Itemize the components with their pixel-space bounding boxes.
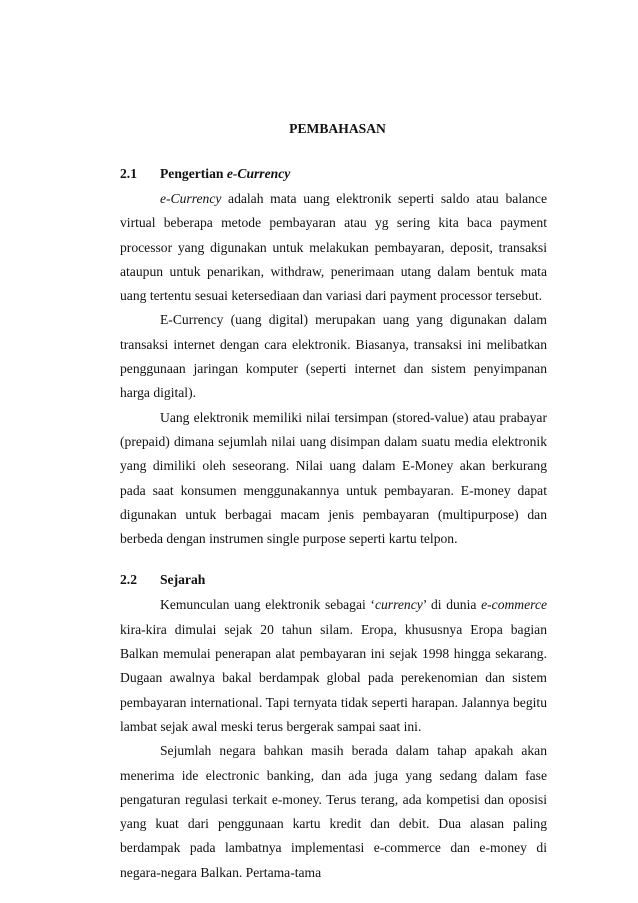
paragraph: E-Currency (uang digital) merupakan uang yang digunakan dalam transaksi internet dengan cara elektronik. Biasanya, transaksi ini melibatkan penggunaan jaringan komputer (seperti internet dan sistem penyimpanan harga digital). bbox=[120, 312, 547, 401]
italic-term: e-Currency bbox=[160, 191, 222, 206]
paragraph: Sejumlah negara bahkan masih berada dalam tahap apakah akan menerima ide electronic banking, dan ada juga yang sedang dalam fase pengaturan regulasi terkait e-money. Terus terang, ada kompetisi dan oposisi yang kuat dari penggunaan kartu kredit dan debit. Dua alasan paling berdampak pada lambatnya implementasi e-commerce dan e-money di negara-negara Balkan. Pertama-tama bbox=[120, 743, 547, 880]
section-title: Pengertian e-Currency bbox=[160, 166, 291, 181]
chapter-title: PEMBAHASAN bbox=[289, 121, 386, 136]
paragraph: Uang elektronik memiliki nilai tersimpan (stored-value) atau prabayar (prepaid) dimana sejumlah nilai uang disimpan dalam suatu media elektronik yang dimiliki oleh seseorang. Nilai uang dalam E-Money akan berkurang pada saat konsumen menggunakannya untuk pembayaran. E-money dapat digunakan untuk berbagai macam jenis pembayaran (multipurpose) dan berbeda dengan instrumen single purpose seperti kartu telpon. bbox=[120, 409, 547, 547]
section-title-italic: e-Currency bbox=[226, 166, 291, 181]
italic-term: e-commerce bbox=[481, 597, 548, 613]
paragraph: e-Currency adalah mata uang elektronik seperti saldo atau balance virtual beberapa metode pembayaran atau yg sering kita baca payment processor yang digunakan untuk melakukan pembayaran, deposit, transaksi ataupun untuk penarikan, withdraw, penerimaan utang dalam bentuk mata uang tertentu sesuai ketersediaan dan variasi dari payment processor tersebut. bbox=[120, 191, 547, 304]
italic-term: currency bbox=[374, 597, 423, 613]
section-title: Sejarah bbox=[160, 572, 206, 588]
section-number: 2.1 bbox=[120, 166, 137, 181]
section-heading-2-2 bbox=[120, 570, 547, 590]
paragraph: Kemunculan uang elektronik sebagai ‘currency’ di dunia e-commerce kira-kira dimulai sejak 20 tahun silam. Eropa, khususnya Eropa bagian Balkan memulai penerapan alat pembayaran ini sejak 1998 hingga sekarang. Dugaan awalnya bakal berdampak global pada perekenomian dan sistem pembayaran international. Tapi ternyata tidak seperti harapan. Jalannya begitu lambat sejak awal meski terus bergerak sampai saat ini. bbox=[120, 597, 548, 734]
section-heading-2-1 bbox=[120, 164, 547, 184]
section-number: 2.2 bbox=[120, 572, 137, 588]
